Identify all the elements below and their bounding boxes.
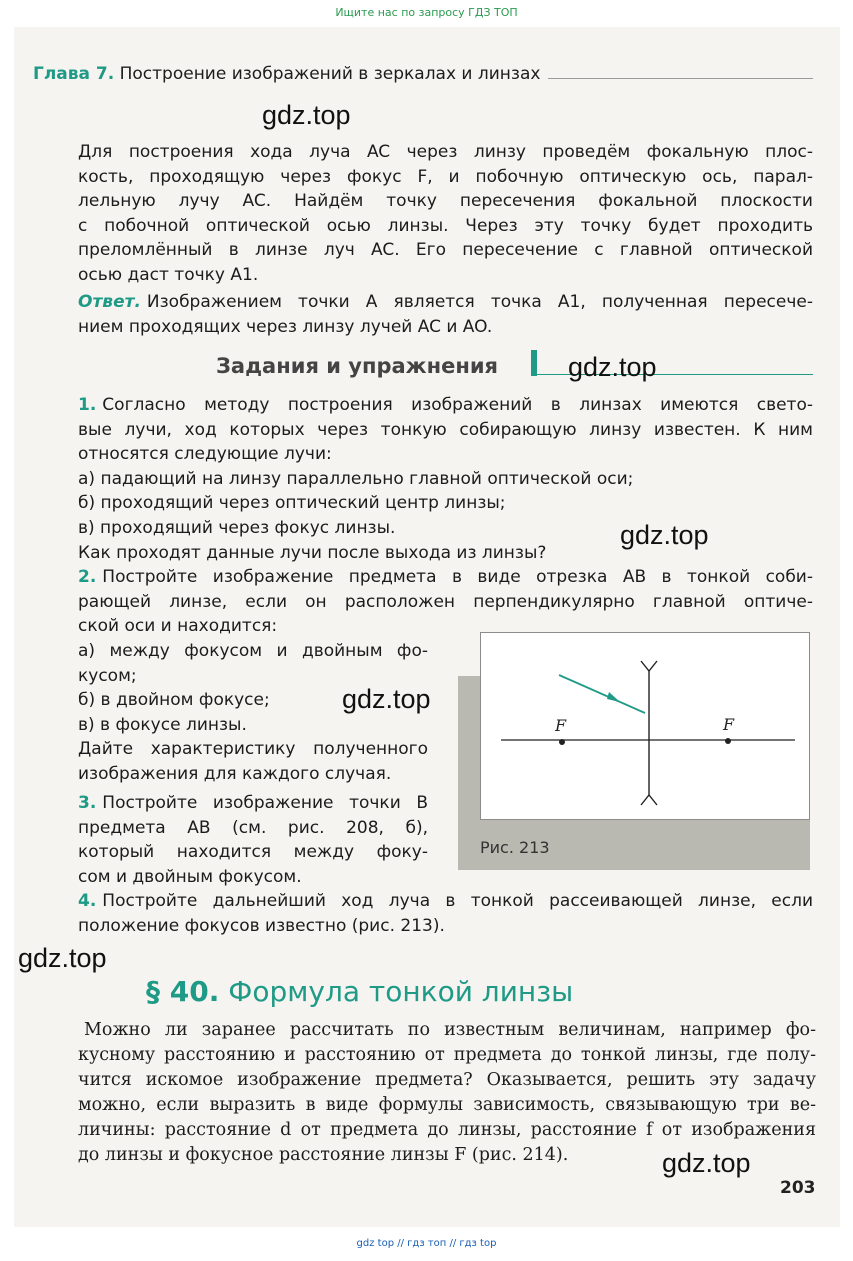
task-3 — [78, 791, 428, 889]
chapter-header — [33, 64, 540, 84]
ray-arrow-icon — [607, 692, 620, 702]
focus-left-label: F — [555, 716, 567, 735]
gdz-watermark: gdz.top — [662, 1148, 751, 1178]
task-line: который находится между фоку- — [78, 842, 428, 863]
intro-line: кость, проходящую через фокус F, и побочную оптическую ось, парал- — [78, 166, 813, 187]
body-line: можно, если выразить в виде формулы зависимость, связывающую три ве- — [78, 1095, 816, 1115]
intro-line: с побочной оптической осью линзы. Через эту точку будет проходить — [78, 215, 813, 236]
paragraph-number: § 40. — [146, 975, 220, 1008]
task-line: изображения для каждого случая. — [78, 763, 392, 784]
focus-right-label: F — [723, 715, 735, 734]
intro-line: преломлённый в линзе луч AC. Его пересечение с главной оптической — [78, 240, 813, 261]
gdz-watermark: gdz.top — [18, 943, 107, 973]
body-line: Можно ли заранее рассчитать по известным величинам, например фо- — [84, 1020, 816, 1040]
body-line: личины: расстояние d от предмета до линзы, расстояние f от изображения — [78, 1120, 816, 1140]
section-title: Задания и упражнения — [216, 354, 499, 378]
gdz-watermark: gdz.top — [342, 684, 431, 714]
task-line: ской оси и находится: — [78, 616, 278, 637]
task-line: б) проходящий через оптический центр линзы; — [78, 493, 506, 514]
lens-top-mark — [641, 661, 657, 671]
task-line: рающей линзе, если он расположен перпендикулярно главной оптиче- — [78, 591, 813, 612]
task-line: а) падающий на линзу параллельно главной оптической оси; — [78, 468, 634, 489]
task-line: в) проходящий через фокус линзы. — [78, 517, 396, 538]
task-line: Постройте изображение предмета в виде отрезка AB в тонкой соби- — [102, 567, 813, 587]
gdz-watermark: gdz.top — [262, 100, 351, 130]
watermark-bottom: gdz top // гдз топ // гдз top — [356, 1238, 497, 1249]
body-line: кусному расстоянию и расстоянию от предмета до тонкой линзы, где полу- — [78, 1045, 816, 1065]
task-line: положение фокусов известно (рис. 213). — [78, 915, 445, 936]
task-line: Постройте изображение точки B — [102, 793, 428, 813]
task-line: б) в двойном фокусе; — [78, 690, 270, 711]
chapter-number: Глава 7. — [33, 64, 115, 84]
watermark-top: Ищите нас по запросу ГДЗ ТОП — [335, 6, 518, 19]
body-line: до линзы и фокусное расстояние линзы F (рис. 214). — [78, 1145, 569, 1165]
section-marker — [531, 350, 537, 376]
chapter-title: Построение изображений в зеркалах и линзах — [119, 64, 541, 84]
answer-line: нием проходящих через линзу лучей AC и AO. — [78, 316, 493, 337]
figure-caption: Рис. 213 — [480, 838, 550, 857]
answer-block — [78, 290, 813, 339]
figure-213 — [480, 632, 810, 820]
task-number: 1. — [78, 395, 97, 415]
answer-line: Изображением точки A является точка A1, полученная пересече- — [146, 292, 813, 312]
lens-bottom-mark — [641, 795, 657, 805]
task-number: 3. — [78, 793, 97, 813]
intro-line: Для построения хода луча AC через линзу проведём фокальную плос- — [78, 142, 813, 162]
task-line: а) между фокусом и двойным фо- — [78, 641, 428, 661]
task-number: 2. — [78, 567, 97, 587]
header-rule — [548, 78, 813, 79]
paragraph-body — [78, 1018, 816, 1168]
task-line: предмета AB (см. рис. 208, б), — [78, 817, 428, 838]
incident-ray — [559, 675, 645, 713]
paragraph-title: Формула тонкой линзы — [228, 975, 574, 1008]
gdz-watermark: gdz.top — [568, 352, 657, 382]
task-line: относятся следующие лучи: — [78, 444, 332, 465]
intro-paragraph — [78, 140, 813, 288]
task-line: в) в фокусе линзы. — [78, 714, 247, 735]
task-line: Дайте характеристику полученного — [78, 739, 428, 760]
task-4 — [78, 889, 813, 938]
task-line: Постройте дальнейший ход луча в тонкой рассеивающей линзе, если — [102, 891, 813, 911]
task-2 — [78, 565, 813, 639]
page-number: 203 — [780, 1178, 816, 1198]
intro-line: осью даст точку A1. — [78, 264, 259, 285]
task-line: сом и двойным фокусом. — [78, 866, 302, 887]
focus-left-dot — [559, 739, 565, 745]
task-line: вые лучи, ход которых через тонкую собирающую линзу известен. К ним — [78, 419, 813, 440]
intro-line: лельную лучу AC. Найдём точку пересечения фокальной плоскости — [78, 191, 813, 212]
task-line: Согласно методу построения изображений в линзах имеются свето- — [102, 395, 813, 415]
body-line: чится искомое изображение предмета? Оказывается, решить эту задачу — [78, 1070, 816, 1090]
focus-right-dot — [725, 738, 731, 744]
task-number: 4. — [78, 891, 97, 911]
gdz-watermark: gdz.top — [620, 520, 709, 550]
task-line: Как проходят данные лучи после выхода из линзы? — [78, 542, 547, 563]
task-line: кусом; — [78, 665, 137, 686]
answer-label: Ответ. — [78, 292, 141, 312]
diverging-lens-diagram — [481, 633, 809, 819]
paragraph-heading — [146, 975, 573, 1008]
